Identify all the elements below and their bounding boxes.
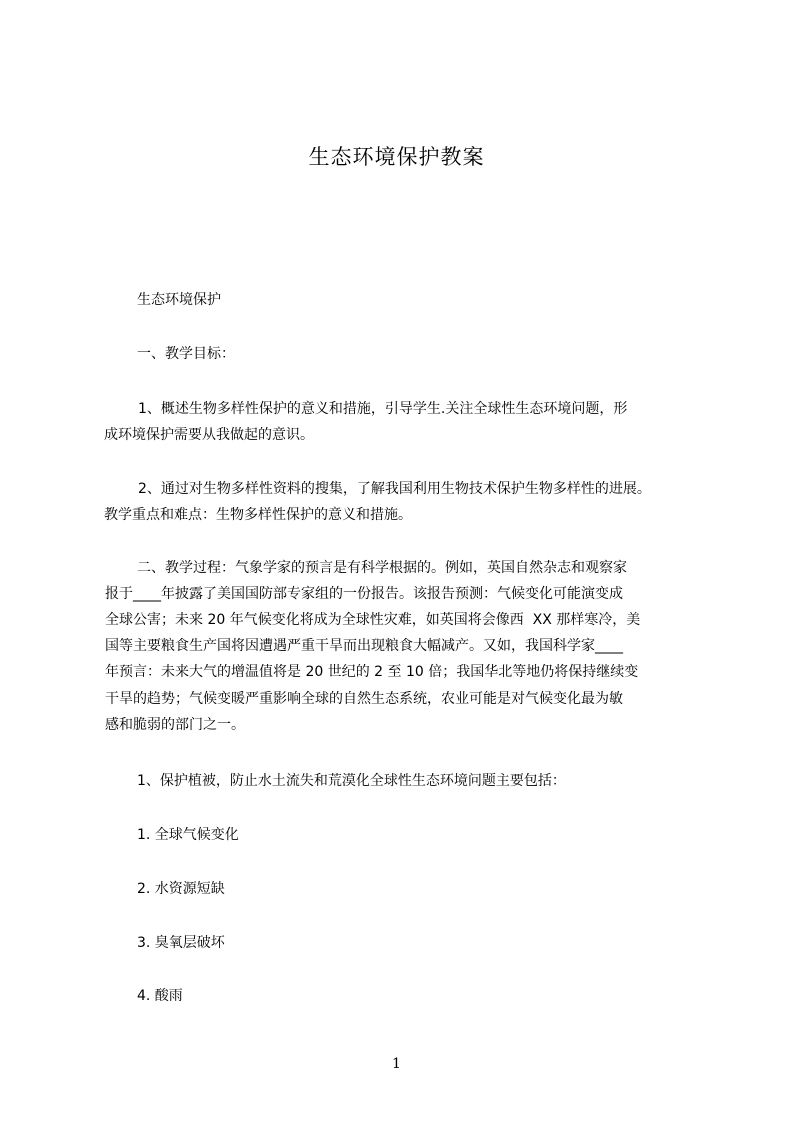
list-item: 3. 臭氧层破坏 [137,935,225,951]
list-item: 2. 水资源短缺 [137,881,225,897]
process-line-3: 全球公害；未来 20 年气候变化将成为全球性灾难，如英国将会像西 XX 那样寒冷，美 [105,612,641,628]
list-item: 4. 酸雨 [137,988,183,1004]
objective-2-line-2: 教学重点和难点：生物多样性保护的意义和措施。 [104,507,412,523]
objective-1-line-1: 1、概述生物多样性保护的意义和措施，引导学生.关注全球性生态环境问题，形 [138,401,628,417]
page-number: 1 [392,1056,401,1072]
process-line-7: 感和脆弱的部门之一。 [105,717,245,733]
section-heading: 生态环境保护 [137,292,221,308]
process-line-5: 年预言：未来大气的增温值将是 20 世纪的 2 至 10 倍；我国华北等地仍将保持继续变 [105,664,639,680]
objectives-heading: 一、教学目标： [137,346,235,362]
process-line-1: 二、教学过程：气象学家的预言是有科学根据的。例如，英国自然杂志和观察家 [137,560,627,576]
process-line-6: 干旱的趋势；气候变暖严重影响全球的自然生态系统，农业可能是对气候变化最为敏 [105,691,623,707]
process-line-4: 国等主要粮食生产国将因遭遇严重干旱而出现粮食大幅减产。又如，我国科学家____ [105,638,623,654]
process-line-2: 报于____年披露了美国国防部专家组的一份报告。该报告预测：气候变化可能演变成 [105,586,623,602]
objective-2-line-1: 2、通过对生物多样性资料的搜集，了解我国利用生物技术保护生物多样性的进展。 [138,481,651,497]
document-title: 生态环境保护教案 [308,145,485,169]
list-item: 1. 全球气候变化 [137,827,239,843]
objective-1-line-2: 成环境保护需要从我做起的意识。 [104,427,314,443]
protect-heading: 1、保护植被，防止水土流失和荒漠化全球性生态环境问题主要包括： [137,773,566,789]
